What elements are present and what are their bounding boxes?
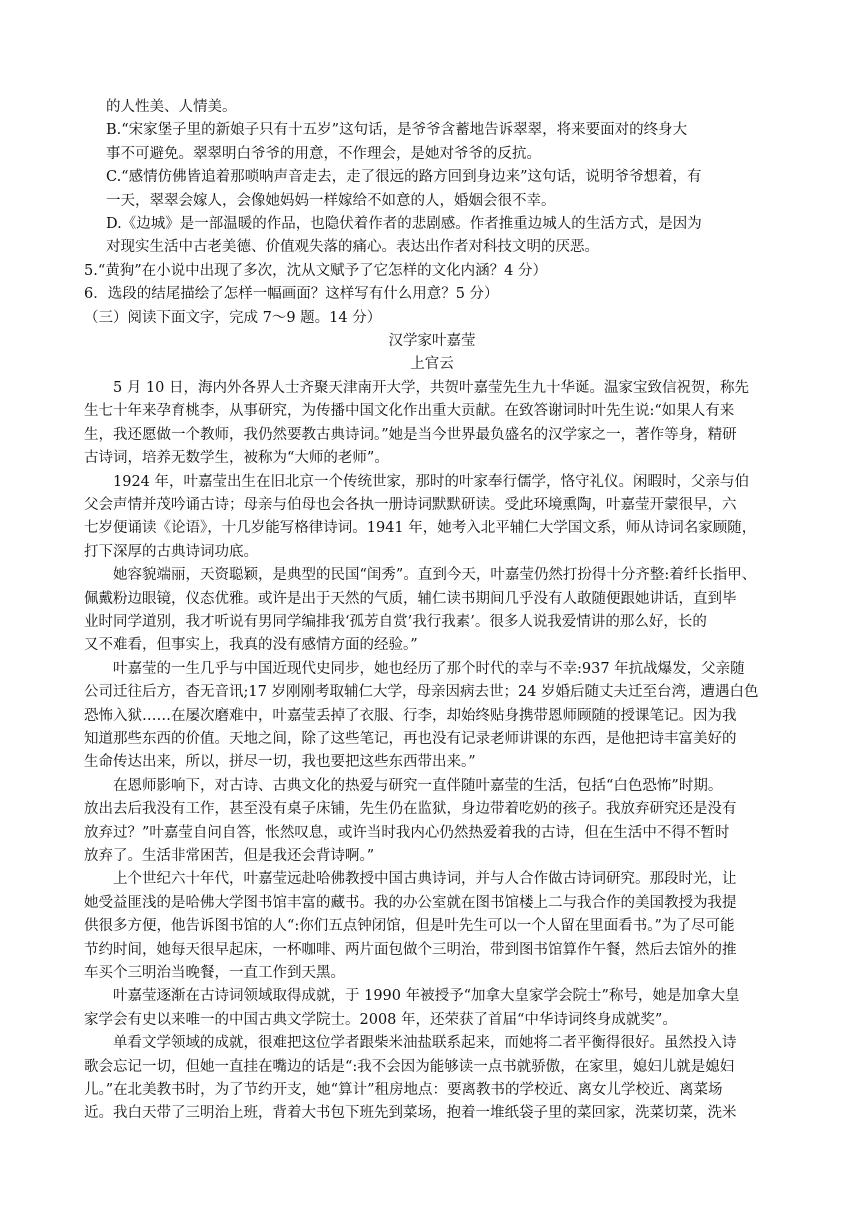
- text-line: 公司迁往后方，杳无音讯;17 岁刚刚考取辅仁大学，母亲因病去世；24 岁婚后随丈夫迁至台湾，遭遇白色: [84, 684, 759, 701]
- paragraph-8: [84, 1032, 780, 1126]
- option-line: 的人性美、人情美。: [106, 99, 237, 115]
- text-line: 叶嘉莹的一生几乎与中国近现代史同步，她也经历了那个时代的幸与不幸:937 年抗战爆发，父亲随: [113, 660, 745, 677]
- option-line: 事不可避免。翠翠明白爷爷的用意，不作理会，是她对爷爷的反抗。: [106, 145, 541, 162]
- question-list: [84, 260, 780, 307]
- paragraph-1: [84, 377, 780, 471]
- text-line: 5 月 10 日，海内外各界人士齐聚天津南开大学，共贺叶嘉莹先生九十华诞。温家宝致信祝贺，称先: [113, 379, 749, 396]
- paragraph-6: [84, 868, 780, 985]
- text-line: 业时同学道别，我才听说有男同学编排我‘孤芳自赏’我行我素’。很多人说我爱情讲的那么好，长的: [84, 613, 707, 630]
- paragraph-4: [84, 658, 780, 775]
- article-author: 上官云: [410, 356, 454, 373]
- text-line: 放弃了。生活非常困苦，但是我还会背诗啊。”: [84, 848, 375, 864]
- text-line: 家学会有史以来唯一的中国古典文学院士。2008 年，还荣获了首届“中华诗词终身成就奖”。: [84, 1011, 677, 1028]
- text-line: 在恩师影响下，对古诗、古典文化的热爱与研究一直伴随叶嘉莹的生活，包括“白色恐怖”时期。: [113, 777, 723, 794]
- text-line: 1924 年，叶嘉莹出生在旧北京一个传统世家，那时的叶家奉行儒学，恪守礼仪。闲暇时，父亲与伯: [113, 473, 750, 490]
- option-c-line: C.“感情仿佛皆追着那唢呐声音走去，走了很远的路方回到身边来”这句话，说明爷爷想着，有: [106, 169, 702, 186]
- paragraph-7: [84, 985, 780, 1032]
- article-body: [84, 377, 780, 1126]
- text-line: 父会声情并茂吟诵古诗；母亲与伯母也会各执一册诗词默默研读。受此环境熏陶，叶嘉莹开蒙很早，六: [84, 496, 737, 513]
- text-line: 车买个三明治当晚餐，一直工作到天黑。: [84, 965, 345, 982]
- article-title: 汉学家叶嘉莹: [388, 333, 476, 350]
- text-line: 她容貌端丽，天资聪颖，是典型的民国“闺秀”。直到今天，叶嘉莹仍然打扮得十分齐整:着纤长指甲、: [113, 567, 757, 584]
- text-line: 又不难看，但事实上，我真的没有感情方面的经验。”: [84, 637, 418, 654]
- text-line: 古诗词，培养无数学生，被称为“大师的老师”。: [84, 450, 389, 467]
- text-line: 上个世纪六十年代，叶嘉莹远赴哈佛教授中国古典诗词，并与人合作做古诗词研究。那段时光，让: [113, 871, 737, 888]
- text-line: 她受益匪浅的是哈佛大学图书馆丰富的藏书。我的办公室就在图书馆楼上二与我合作的美国教授为我提: [84, 894, 737, 911]
- text-line: 生七十年来孕育桃李，从事研究，为传播中国文化作出重大贡献。在致答谢词时叶先生说:“如果人有来: [84, 403, 735, 420]
- text-line: 佩戴粉边眼镜，仪态优雅。或许是出于天然的气质，辅仁读书期间几乎没有人敢随便跟她讲话，直到毕: [84, 590, 737, 607]
- paragraph-2: [84, 471, 780, 565]
- text-line: 儿。”在北美教书时，为了节约开支，她“算计”租房地点：要离教书的学校近、离女儿学校近、离菜场: [84, 1082, 723, 1099]
- text-line: 放弃过？”叶嘉莹自问自答，怅然叹息，或许当时我内心仍然热爱着我的古诗，但在生活中不得不暂时: [84, 824, 730, 841]
- question-6: 6．选段的结尾描绘了怎样一幅画面？这样写有什么用意？5 分）: [84, 286, 499, 303]
- paragraph-3: [84, 564, 780, 658]
- text-line: 知道那些东西的价值。天地之间，除了这些笔记，再也没有记录老师讲课的东西，是他把诗丰富美好的: [84, 730, 737, 747]
- text-line: 节约时间，她每天很早起床，一杯咖啡、两片面包做个三明治，带到图书馆算作午餐，然后去馆外的推: [84, 941, 737, 958]
- option-line: 一天，翠翠会嫁人，会像她妈妈一样嫁给不如意的人，婚姻会很不幸。: [106, 192, 556, 209]
- option-line: 对现实生活中古老美德、价值观失落的痛心。表达出作者对科技文明的厌恶。: [106, 239, 599, 256]
- text-line: 近。我白天带了三明治上班，背着大书包下班先到菜场，抱着一堆纸袋子里的菜回家，洗菜切菜，洗米: [84, 1105, 737, 1122]
- option-d-line: D.《边城》是一部温暖的作品，也隐伏着作者的悲剧感。作者推重边城人的生活方式，是因为: [106, 216, 702, 233]
- text-line: 歌会忘记一切，但她一直挂在嘴边的话是“:我不会因为能够读一点书就骄傲，在家里，媳妇儿就是媳妇: [84, 1058, 735, 1075]
- text-line: 恐怖入狱……在屡次磨难中，叶嘉莹丢掉了衣服、行李，却始终贴身携带恩师顾随的授课笔记。因为我: [84, 707, 737, 724]
- text-line: 生命传达出来，所以，拼尽一切，我也要把这些东西带出来。”: [84, 754, 476, 771]
- text-line: 打下深厚的古典诗词功底。: [84, 543, 258, 560]
- option-b-line: B.“宋家堡子里的新娘子只有十五岁”这句话，是爷爷含蓄地告诉翠翠，将来要面对的终身大: [106, 122, 688, 139]
- section-heading: （三）阅读下面文字，完成 7～9 题。14 分）: [84, 309, 382, 326]
- text-line: 生，我还愿做一个教师，我仍然要教古典诗词。”她是当今世界最负盛名的汉学家之一，著作等身，精研: [84, 426, 737, 443]
- text-line: 叶嘉莹逐渐在古诗词领域取得成就，于 1990 年被授予“加拿大皇家学会院士”称号，她是加拿大皇: [113, 988, 740, 1005]
- text-line: 单看文学领域的成就，很难把这位学者跟柴米油盐联系起来，而她将二者平衡得很好。虽然投入诗: [113, 1035, 737, 1052]
- answer-options: [84, 96, 780, 260]
- paragraph-5: [84, 775, 780, 869]
- text-line: 放出去后我没有工作，甚至没有桌子床铺，先生仍在监狱，身边带着吃奶的孩子。我放弃研究还是没有: [84, 801, 737, 818]
- text-line: 供很多方便，他告诉图书馆的人“:你们五点钟闭馆，但是叶先生可以一个人留在里面看书。”为了尽可能: [84, 918, 735, 935]
- question-5: 5.“黄狗”在小说中出现了多次，沈从文赋予了它怎样的文化内涵？4 分）: [84, 262, 547, 279]
- text-line: 七岁便诵读《论语》，十几岁能写格律诗词。1941 年，她考入北平辅仁大学国文系，师从诗词名家顾随，: [84, 520, 757, 537]
